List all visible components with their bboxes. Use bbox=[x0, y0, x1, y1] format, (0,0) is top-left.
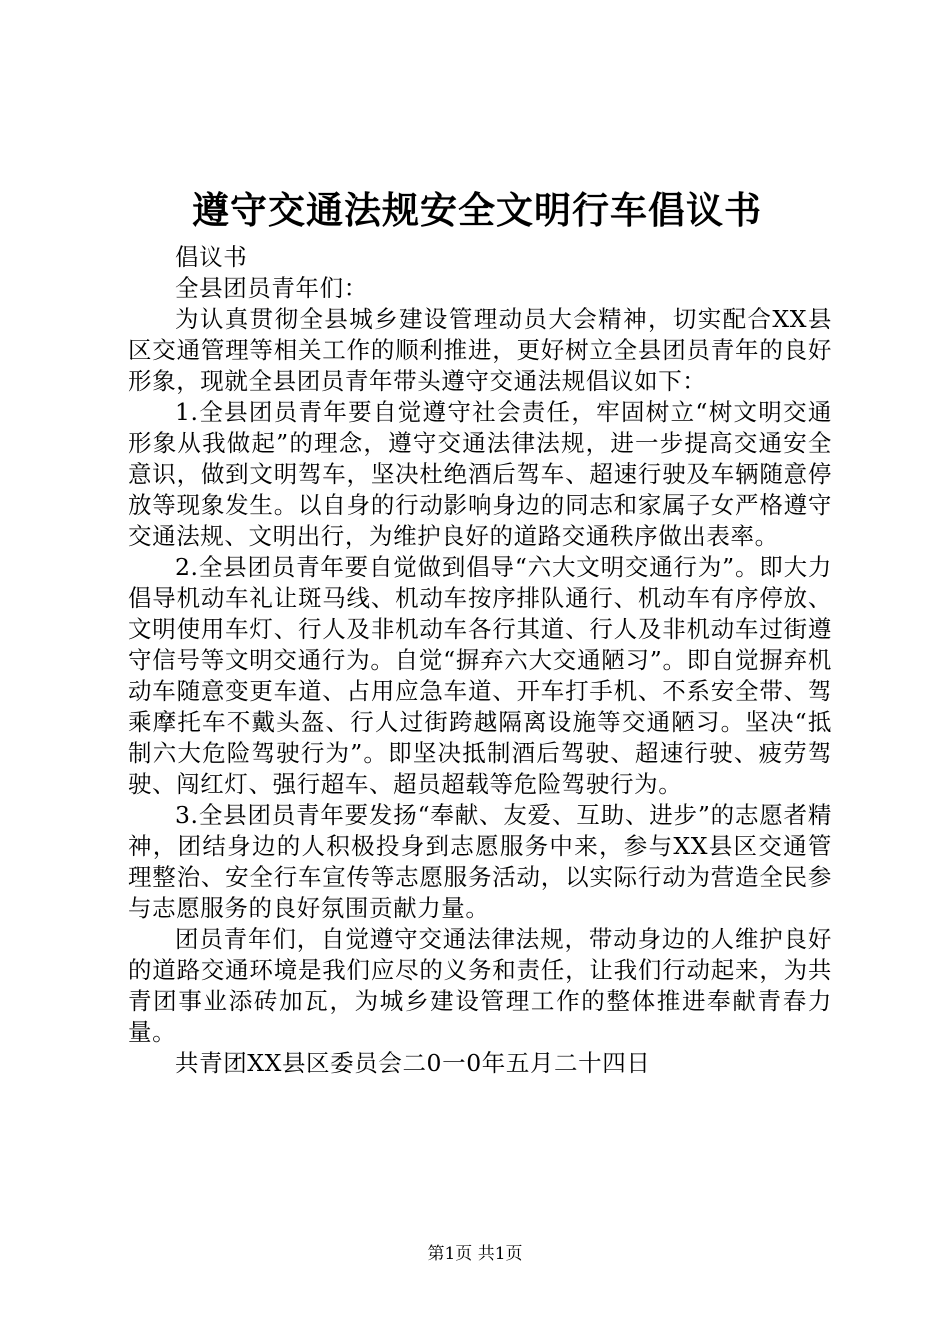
addressee-line: 全县团员青年们： bbox=[175, 274, 368, 302]
document-page bbox=[128, 178, 832, 1079]
salutation-heading: 倡议书 bbox=[175, 243, 248, 271]
item-2-paragraph: 2.全县团员青年要自觉做到倡导“六大文明交通行为”。即大力倡导机动车礼让斑马线、机动车按序排队通行、机动车有序停放、文明使用车灯、行人及非机动车各行其道、行人及非机动车过街遵守信号等文明交通行为。自觉“摒弃六大交通陋习”。即自觉摒弃机动车随意变更车道、占用应急车道、开车打手机、不系安全带、驾乘摩托车不戴头盔、行人过街跨越隔离设施等交通陋习。坚决“抵制六大危险驾驶行为”。即坚决抵制酒后驾驶、超速行驶、疲劳驾驶、闯红灯、强行超车、超员超载等危险驾驶行为。 bbox=[128, 553, 832, 798]
item-1-paragraph: 1.全县团员青年要自觉遵守社会责任，牢固树立“树文明交通形象从我做起”的理念，遵守交通法律法规，进一步提高交通安全意识，做到文明驾车，坚决杜绝酒后驾车、超速行驶及车辆随意停放等现象发生。以自身的行动影响身边的同志和家属子女严格遵守交通法规、文明出行，为维护良好的道路交通秩序做出表率。 bbox=[128, 398, 832, 550]
page-footer: 第1页 共1页 bbox=[427, 1244, 523, 1264]
signature-line: 共青团XX县区委员会二0一0年五月二十四日 bbox=[175, 1049, 651, 1077]
item-3-paragraph: 3.全县团员青年要发扬“奉献、友爱、互助、进步”的志愿者精神，团结身边的人积极投身到志愿服务中来，参与XX县区交通管理整治、安全行车宣传等志愿服务活动，以实际行动为营造全民参与志愿服务的良好氛围贡献力量。 bbox=[128, 801, 832, 922]
document-title: 遵守交通法规安全文明行车倡议书 bbox=[192, 188, 762, 232]
closing-paragraph: 团员青年们，自觉遵守交通法律法规，带动身边的人维护良好的道路交通环境是我们应尽的义务和责任，让我们行动起来，为共青团事业添砖加瓦，为城乡建设管理工作的整体推进奉献青春力量。 bbox=[128, 925, 832, 1046]
intro-paragraph: 为认真贯彻全县城乡建设管理动员大会精神，切实配合XX县区交通管理等相关工作的顺利推进，更好树立全县团员青年的良好形象，现就全县团员青年带头遵守交通法规倡议如下： bbox=[128, 305, 832, 395]
